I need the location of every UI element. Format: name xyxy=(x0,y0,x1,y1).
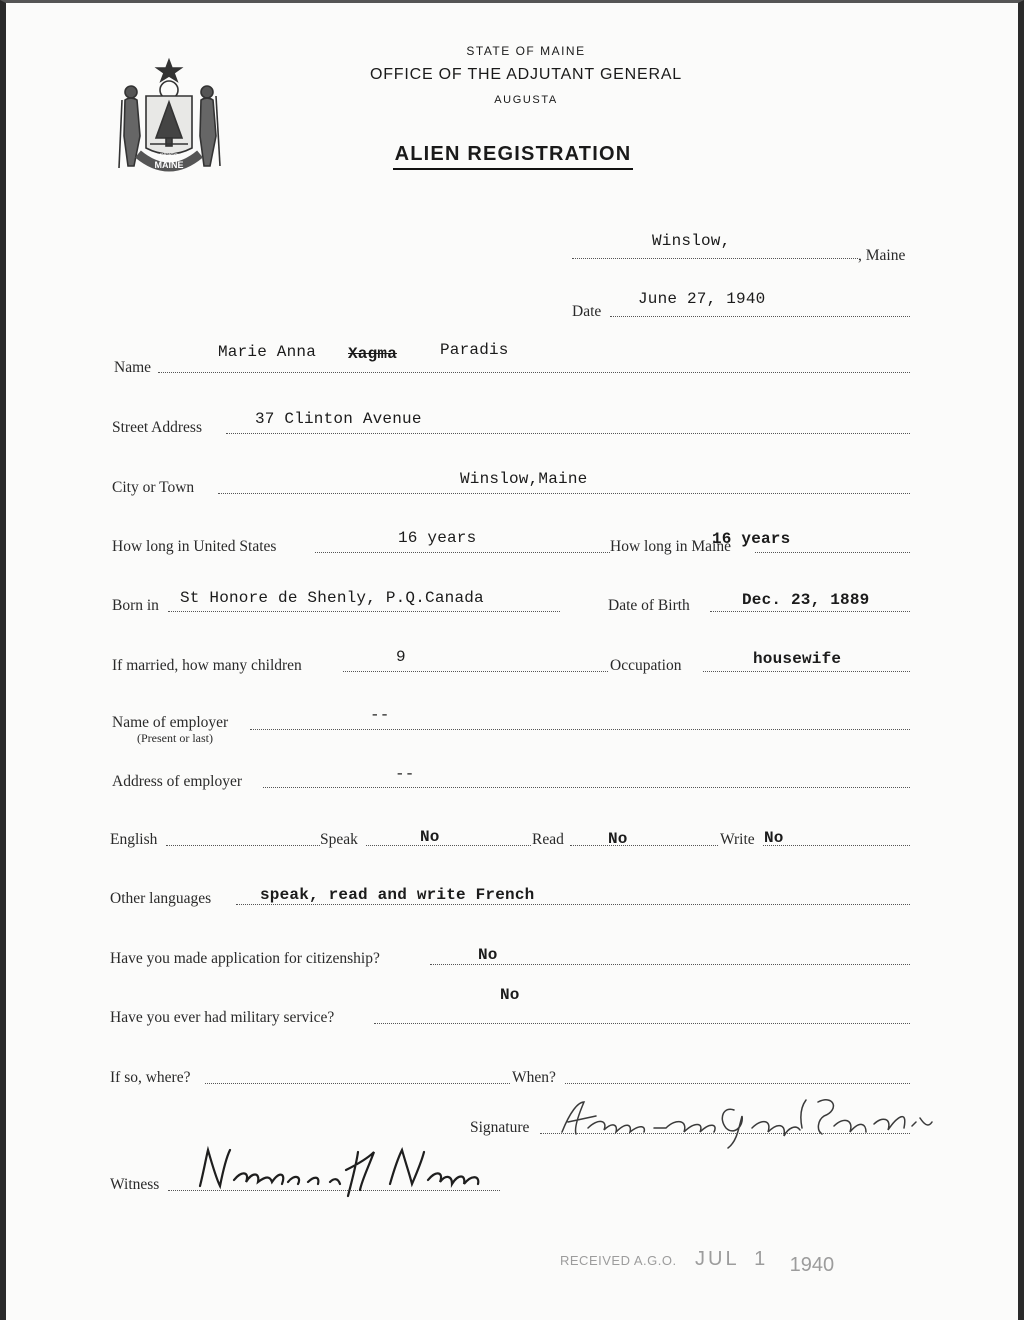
speak-label: Speak xyxy=(320,831,358,848)
employer-address-label: Address of employer xyxy=(112,773,242,790)
stamp-day: 1 xyxy=(754,1248,766,1270)
name-label: Name xyxy=(114,359,152,376)
how-long-maine-label: How long in Maine xyxy=(610,538,731,555)
form-title: ALIEN REGISTRATION xyxy=(393,143,634,170)
signature-label: Signature xyxy=(470,1119,530,1136)
town-value: Winslow, xyxy=(652,232,731,250)
write-label: Write xyxy=(720,831,755,848)
children-label: If married, how many children xyxy=(112,657,302,674)
if-so-where-dots xyxy=(205,1083,510,1084)
town-dots xyxy=(572,258,858,259)
stamp-received: RECEIVED A.G.O. xyxy=(560,1253,677,1268)
citizenship-label: Have you made application for citizenship? xyxy=(110,950,380,967)
date-of-birth-label: Date of Birth xyxy=(608,597,690,614)
date-of-birth-value: Dec. 23, 1889 xyxy=(742,591,870,609)
header-city: AUGUSTA xyxy=(494,94,558,106)
header-state: STATE OF MAINE xyxy=(466,44,586,58)
street-address-label: Street Address xyxy=(112,419,202,436)
born-in-dots xyxy=(168,611,560,612)
children-value: 9 xyxy=(396,648,406,666)
signature-handwriting xyxy=(548,1088,948,1150)
write-value: No xyxy=(764,829,784,847)
city-or-town-dots xyxy=(218,493,910,494)
read-label: Read xyxy=(532,831,564,848)
name-struck-value: Xagma xyxy=(348,345,398,363)
military-dots xyxy=(374,1023,910,1024)
citizenship-value: No xyxy=(478,946,498,964)
english-label: English xyxy=(110,831,158,848)
speak-dots xyxy=(366,845,531,846)
employer-name-value: -- xyxy=(370,706,390,724)
children-dots xyxy=(343,671,608,672)
name-first-value: Marie Anna xyxy=(218,343,317,361)
how-long-us-value: 16 years xyxy=(398,529,477,547)
english-dots xyxy=(166,845,320,846)
street-address-dots xyxy=(226,433,910,434)
how-long-us-dots xyxy=(315,552,610,553)
witness-label: Witness xyxy=(110,1176,160,1193)
speak-value: No xyxy=(420,828,440,846)
other-languages-value: speak, read and write French xyxy=(260,886,535,904)
date-of-birth-dots xyxy=(710,611,910,612)
seal-text: MAINE xyxy=(154,160,184,170)
stamp-month: JUL xyxy=(695,1248,740,1270)
city-or-town-label: City or Town xyxy=(112,479,195,496)
military-label: Have you ever had military service? xyxy=(110,1009,335,1026)
occupation-label: Occupation xyxy=(610,657,682,674)
born-in-value: St Honore de Shenly, P.Q.Canada xyxy=(180,589,484,607)
other-languages-dots xyxy=(236,904,910,905)
occupation-value: housewife xyxy=(753,650,842,668)
stamp-year: 1940 xyxy=(789,1254,835,1276)
witness-handwriting xyxy=(190,1140,490,1204)
date-dots xyxy=(610,316,910,317)
form-title-wrap xyxy=(0,143,1024,170)
born-in-label: Born in xyxy=(112,597,159,614)
street-address-value: 37 Clinton Avenue xyxy=(255,410,422,428)
date-label: Date xyxy=(572,303,602,320)
header-office: OFFICE OF THE ADJUTANT GENERAL xyxy=(369,66,683,83)
occupation-dots xyxy=(703,671,910,672)
if-so-where-label: If so, where? xyxy=(110,1069,191,1086)
date-value: June 27, 1940 xyxy=(638,290,766,308)
write-dots xyxy=(763,845,910,846)
maine-suffix-label: , Maine xyxy=(858,247,906,264)
how-long-maine-dots xyxy=(755,552,910,553)
employer-name-note: (Present or last) xyxy=(137,731,213,745)
name-last-value: Paradis xyxy=(440,341,509,359)
employer-address-dots xyxy=(263,787,910,788)
citizenship-dots xyxy=(430,964,910,965)
employer-name-label: Name of employer xyxy=(112,714,229,731)
other-languages-label: Other languages xyxy=(110,890,212,907)
read-dots xyxy=(570,845,718,846)
how-long-us-label: How long in United States xyxy=(112,538,277,555)
military-value: No xyxy=(500,986,520,1004)
seal-motto: DIRIGO xyxy=(160,153,178,159)
name-dots xyxy=(158,372,910,373)
how-long-maine-value: 16 years xyxy=(712,530,791,548)
read-value: No xyxy=(608,830,628,848)
when-label: When? xyxy=(512,1069,556,1086)
employer-address-value: -- xyxy=(395,765,415,783)
when-dots xyxy=(565,1083,910,1084)
city-or-town-value: Winslow,Maine xyxy=(460,470,588,488)
employer-name-dots xyxy=(250,729,910,730)
received-stamp xyxy=(560,1248,835,1276)
